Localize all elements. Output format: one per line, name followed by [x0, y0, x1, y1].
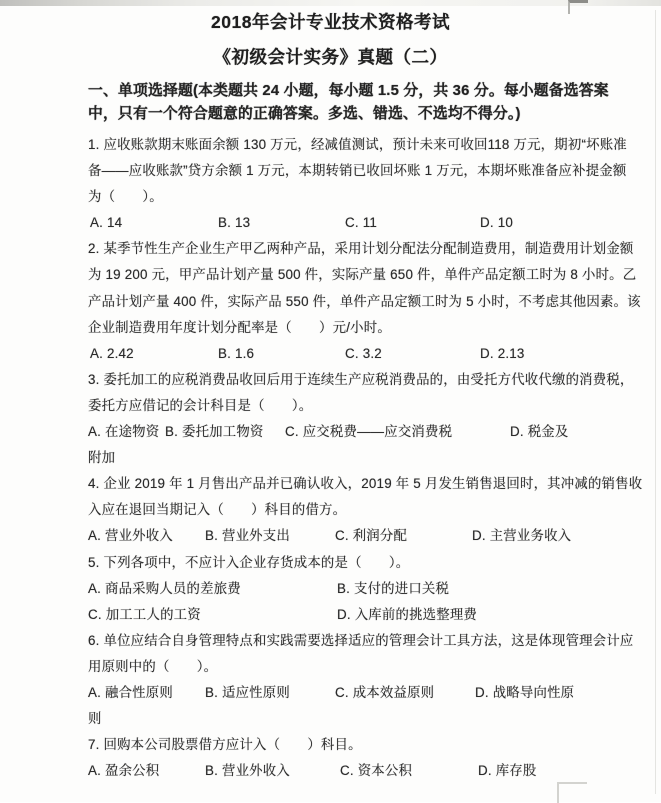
question-7-option-c: C. 资本公积 [340, 763, 413, 779]
question-1-text-line: 为（ ）。 [88, 189, 163, 205]
page-edge-line [655, 10, 656, 794]
question-2-text-line: 企业制造费用年度计划分配率是（ ）元/小时。 [88, 319, 391, 335]
question-3-option-b: B. 委托加工物资 [165, 424, 264, 440]
question-6-option-d-continuation: 则 [88, 711, 102, 727]
question-6-option-c: C. 成本效益原则 [335, 684, 435, 700]
question-1-option-b: B. 13 [218, 215, 251, 231]
question-3-option-d: D. 税金及 [510, 424, 569, 440]
page-subtitle: 《初级会计实务》真题（二） [213, 47, 448, 67]
question-6-option-b: B. 适应性原则 [205, 684, 290, 700]
section-heading-line-1: 一、单项选择题(本类题共 24 小题，每小题 1.5 分，共 36 分。每小题备选答案 [88, 83, 609, 99]
question-4-option-b: B. 营业外支出 [205, 528, 290, 544]
question-5-option-c: C. 加工工人的工资 [88, 606, 201, 622]
question-4-options [88, 523, 637, 549]
section-heading-line-2: 中，只有一个符合题意的正确答案。多选、错选、不选均不得分。) [88, 106, 521, 122]
question-4 [88, 471, 643, 549]
question-7-text-line: 7. 回购本公司股票借方应计入（ ）科目。 [88, 737, 362, 753]
question-2-option-d: D. 2.13 [480, 345, 525, 361]
question-4-option-c: C. 利润分配 [335, 528, 408, 544]
question-5-option-d: D. 入库前的挑选整理费 [337, 606, 478, 622]
question-1-option-a: A. 14 [90, 215, 123, 231]
question-6 [88, 628, 637, 732]
question-4-text-line: 入应在退回当期记入（ ）科目的借方。 [88, 502, 347, 518]
question-2-text-line: 2. 某季节性生产企业生产甲乙两种产品，采用计划分配法分配制造费用，制造费用计划金额 [88, 241, 634, 257]
question-5-option-b: B. 支付的进口关税 [337, 580, 450, 596]
question-7-options [88, 758, 637, 784]
question-1-text-line: 1. 应收账款期末账面余额 130 万元，经减值测试，预计未来可收回118 万元，期初“坏账准 [88, 137, 627, 152]
question-2-options [88, 341, 637, 367]
question-7-option-b: B. 营业外收入 [205, 763, 290, 779]
question-5-option-a: A. 商品采购人员的差旅费 [88, 580, 241, 596]
question-4-text-line: 4. 企业 2019 年 1 月售出产品并已确认收入，2019 年 5 月发生销售退回时，其冲减的销售收 [88, 476, 643, 492]
question-6-text-line: 用原则中的（ ）。 [88, 658, 218, 674]
question-2-text-line: 产品计划产量 400 件，实际产品 550 件，单件产品定额工时为 5 小时，不考虑其他因素。该 [88, 293, 641, 309]
question-6-option-d: D. 战略导向性原 [475, 684, 575, 700]
question-1-option-d: D. 10 [480, 215, 514, 231]
question-7 [88, 732, 637, 784]
question-7-option-d: D. 库存股 [478, 763, 537, 779]
question-6-text-line: 6. 单位应结合自身管理特点和实践需要选择适应的管理会计工具方法，这是体现管理会计应 [88, 632, 634, 648]
question-3-option-a: A. 在途物资 [88, 424, 160, 440]
question-1-options [88, 210, 637, 236]
question-2-option-a: A. 2.42 [90, 345, 134, 361]
exam-body-text [88, 80, 643, 784]
question-4-option-d: D. 主营业务收入 [472, 528, 572, 544]
question-1-option-c: C. 11 [345, 215, 378, 231]
question-2-option-b: B. 1.6 [218, 345, 255, 361]
question-2-option-c: C. 3.2 [345, 345, 382, 361]
question-3-text-line: 委托方应借记的会计科目是（ ）。 [88, 397, 313, 413]
question-4-option-a: A. 营业外收入 [88, 528, 173, 544]
question-3-option-d-continuation: 附加 [88, 450, 116, 466]
question-3-options [88, 419, 637, 445]
question-2-text-line: 为 19 200 元，甲产品计划产量 500 件，实际产量 650 件，单件产品定额工时为 8 小时。乙 [88, 267, 637, 283]
question-5 [88, 550, 637, 628]
crop-mark-bottom-right-icon [557, 782, 587, 803]
scan-top-shadow [0, 0, 661, 6]
question-3-text-line: 3. 委托加工的应税消费品收回后用于连续生产应税消费品的，由受托方代收代缴的消费税， [88, 371, 634, 387]
question-2 [88, 236, 641, 366]
question-5-text-line: 5. 下列各项中，不应计入企业存货成本的是（ ）。 [88, 554, 410, 570]
page-title: 2018年会计专业技术资格考试 [211, 12, 450, 32]
question-7-option-a: A. 盈余公积 [88, 763, 160, 779]
question-6-option-a: A. 融合性原则 [88, 684, 173, 700]
question-1 [88, 132, 637, 236]
question-5-options-row-1 [88, 576, 637, 602]
question-3-option-c: C. 应交税费——应交消费税 [285, 424, 453, 440]
question-3 [88, 367, 637, 471]
question-6-options [88, 680, 637, 706]
question-1-text-line: 备——应收账款”贷方余额 1 万元，本期转销已收回坏账 1 万元，本期坏账准备应补提金额 [88, 163, 627, 179]
question-5-options-row-2 [88, 602, 637, 628]
